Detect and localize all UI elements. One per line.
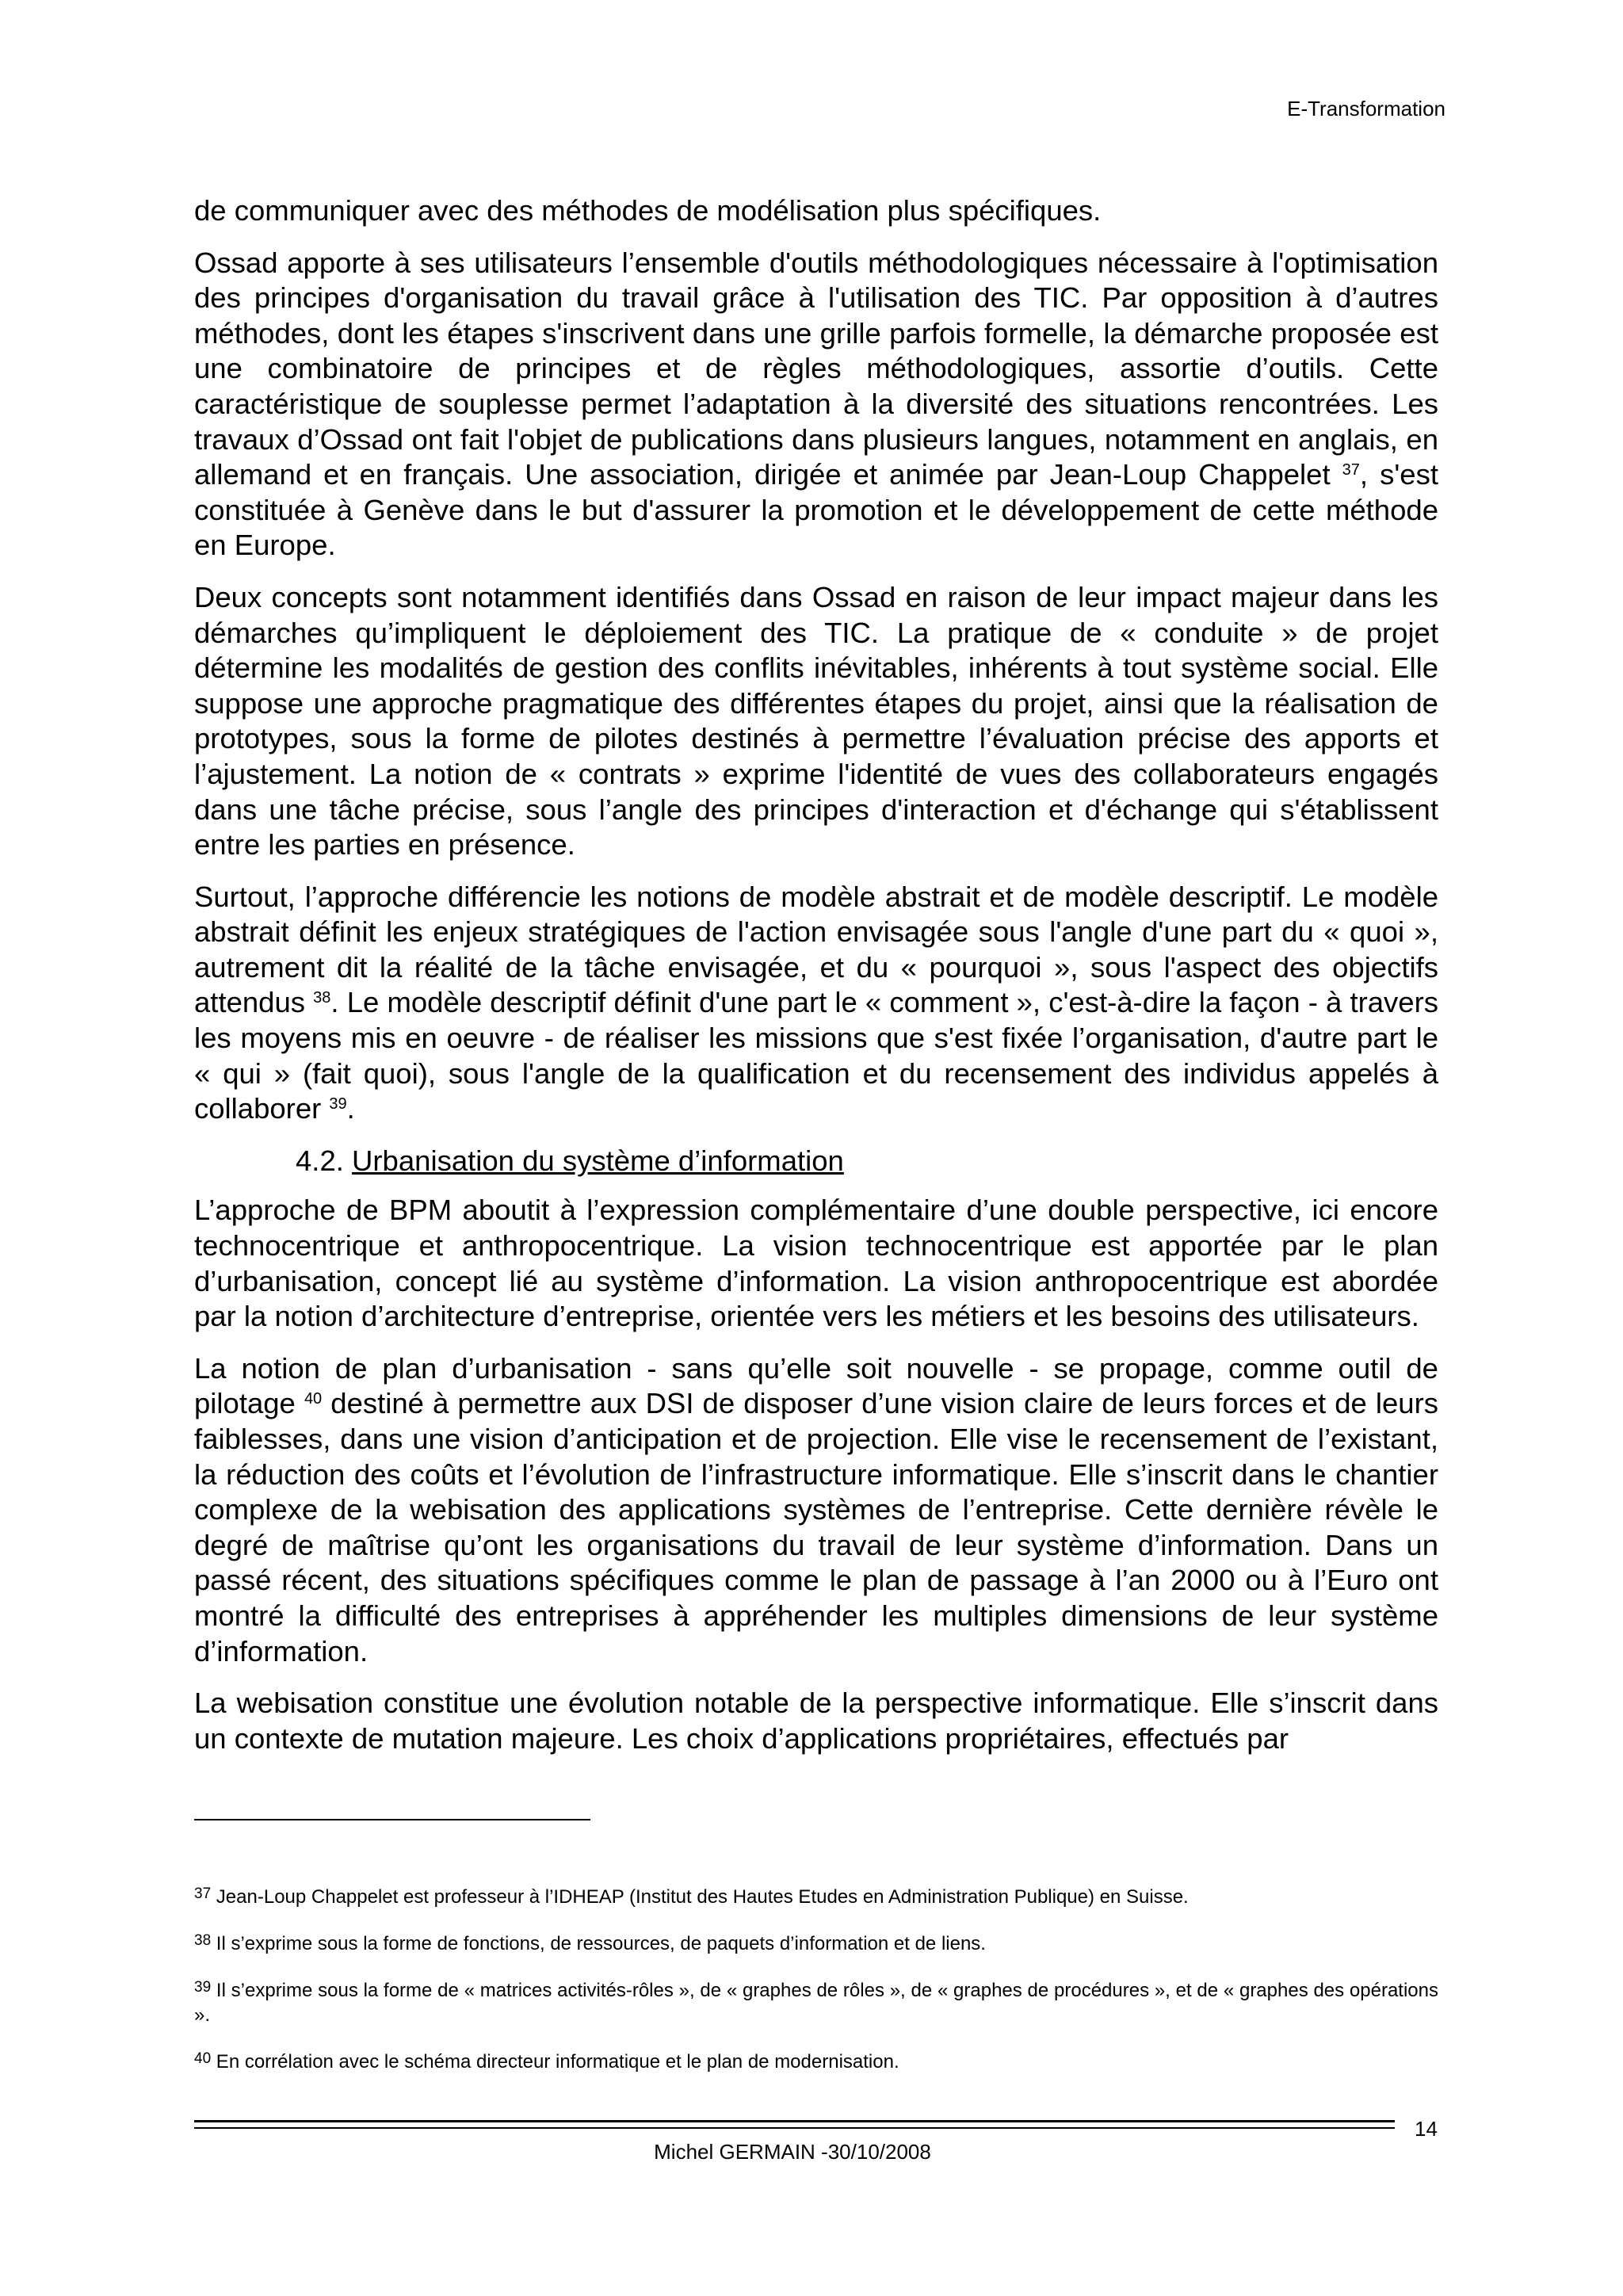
footnotes: [194, 1885, 1438, 2096]
footnote-ref[interactable]: 40: [304, 1390, 323, 1408]
section-number: 4.2.: [296, 1144, 344, 1177]
page-number: 14: [1415, 2117, 1438, 2141]
footnote: $^{37}$ Jean-Loup Chappelet est professeur à l’IDHEAP (Institut des Hautes Etudes en Administration Publique) en Suisse.: [194, 1885, 1189, 1908]
footnote: $^{38}$ Il s’exprime sous la forme de fonctions, de ressources, de paquets d’information et de liens.: [194, 1932, 986, 1954]
paragraph: Surtout, l’approche différencie les notions de modèle abstrait et de modèle descriptif. Le modèle abstrait définit les enjeux stratégiques de l'action envisagée sous l'angle d'une part du « quoi », autrement dit la réalité de la tâche envisagée, et du « pourquoi », sous l'aspect des objectifs attendus $^{38}$. Le modèle descriptif définit d'une part le « comment », c'est-à-dire la façon - à travers les moyens mis en oeuvre - de réaliser les missions que s'est fixée l’organisation, d'autre part le « qui » (fait quoi), sous l'angle de la qualification et du recensement des individus appelés à collaborer $^{39}$.: [194, 880, 1438, 1125]
footnote-ref[interactable]: 38: [313, 989, 331, 1007]
paragraph: de communiquer avec des méthodes de modélisation plus spécifiques.: [194, 194, 1102, 227]
section-heading: [194, 1144, 1438, 1179]
paragraph: Ossad apporte à ses utilisateurs l’ensemble d'outils méthodologiques nécessaire à l'optimisation des principes d'organisation du travail grâce à l'utilisation des TIC. Par opposition à d’autres méthodes, dont les étapes s'inscrivent dans une grille parfois formelle, la démarche proposée est une combinatoire de principes et de règles méthodologiques, assortie d’outils. Cette caractéristique de souplesse permet l’adaptation à la diversité des situations rencontrées. Les travaux d’Ossad ont fait l'objet de publications dans plusieurs langues, notamment en anglais, en allemand et en français. Une association, dirigée et animée par Jean-Loup Chappelet $^{37}$, s'est constituée à Genève dans le but d'assurer la promotion et le développement de cette méthode en Europe.: [194, 246, 1438, 562]
footnote-separator: [194, 1819, 590, 1820]
footer-rule: [194, 2120, 1395, 2129]
footnote: $^{40}$ En corrélation avec le schéma directeur informatique et le plan de modernisation.: [194, 2050, 899, 2073]
paragraph: L’approche de BPM aboutit à l’expression complémentaire d’une double perspective, ici encore technocentrique et anthropocentrique. La vision technocentrique est apportée par le plan d’urbanisation, concept lié au système d’information. La vision anthropocentrique est abordée par la notion d’architecture d’entreprise, orientée vers les métiers et les besoins des utilisateurs.: [194, 1194, 1438, 1333]
running-header: E-Transformation: [1287, 97, 1445, 120]
footnote: $^{39}$ Il s’exprime sous la forme de « matrices activités-rôles », de « graphes de rôles », de « graphes de procédures », et de « graphes des opérations ».: [194, 1979, 1438, 2026]
paragraph: Deux concepts sont notamment identifiés dans Ossad en raison de leur impact majeur dans les démarches qu’impliquent le déploiement des TIC. La pratique de « conduite » de projet détermine les modalités de gestion des conflits inévitables, inhérents à tout système social. Elle suppose une approche pragmatique des différentes étapes du projet, ainsi que la réalisation de prototypes, sous la forme de pilotes destinés à permettre l’évaluation précise des apports et l’ajustement. La notion de « contrats » exprime l'identité de vues des collaborateurs engagés dans une tâche précise, sous l’angle des principes d'interaction et d'échange qui s'établissent entre les parties en présence.: [194, 580, 1438, 861]
body-text: [194, 193, 1438, 1773]
footer-author: Michel GERMAIN -30/10/2008: [654, 2140, 931, 2164]
paragraph: La notion de plan d’urbanisation - sans qu’elle soit nouvelle - se propage, comme outil de pilotage $^{40}$ destiné à permettre aux DSI de disposer d’une vision claire de leurs forces et de leurs faiblesses, dans une vision d’anticipation et de projection. Elle vise le recensement de l’existant, la réduction des coûts et l’évolution de l’infrastructure informatique. Elle s’inscrit dans le chantier complexe de la webisation des applications systèmes de l’entreprise. Cette dernière révèle le degré de maîtrise qu’ont les organisations du travail de leur système d’information. Dans un passé récent, des situations spécifiques comme le plan de passage à l’an 2000 ou à l’Euro ont montré la difficulté des entreprises à appréhender les multiples dimensions de leur système d’information.: [194, 1351, 1438, 1668]
footnote-ref[interactable]: 39: [329, 1095, 347, 1114]
paragraph: La webisation constitue une évolution notable de la perspective informatique. Elle s’inscrit dans un contexte de mutation majeure. Les choix d’applications propriétaires, effectués par: [194, 1687, 1438, 1755]
footnote-ref[interactable]: 37: [1342, 461, 1360, 479]
section-title: Urbanisation du système d’information: [352, 1144, 844, 1177]
